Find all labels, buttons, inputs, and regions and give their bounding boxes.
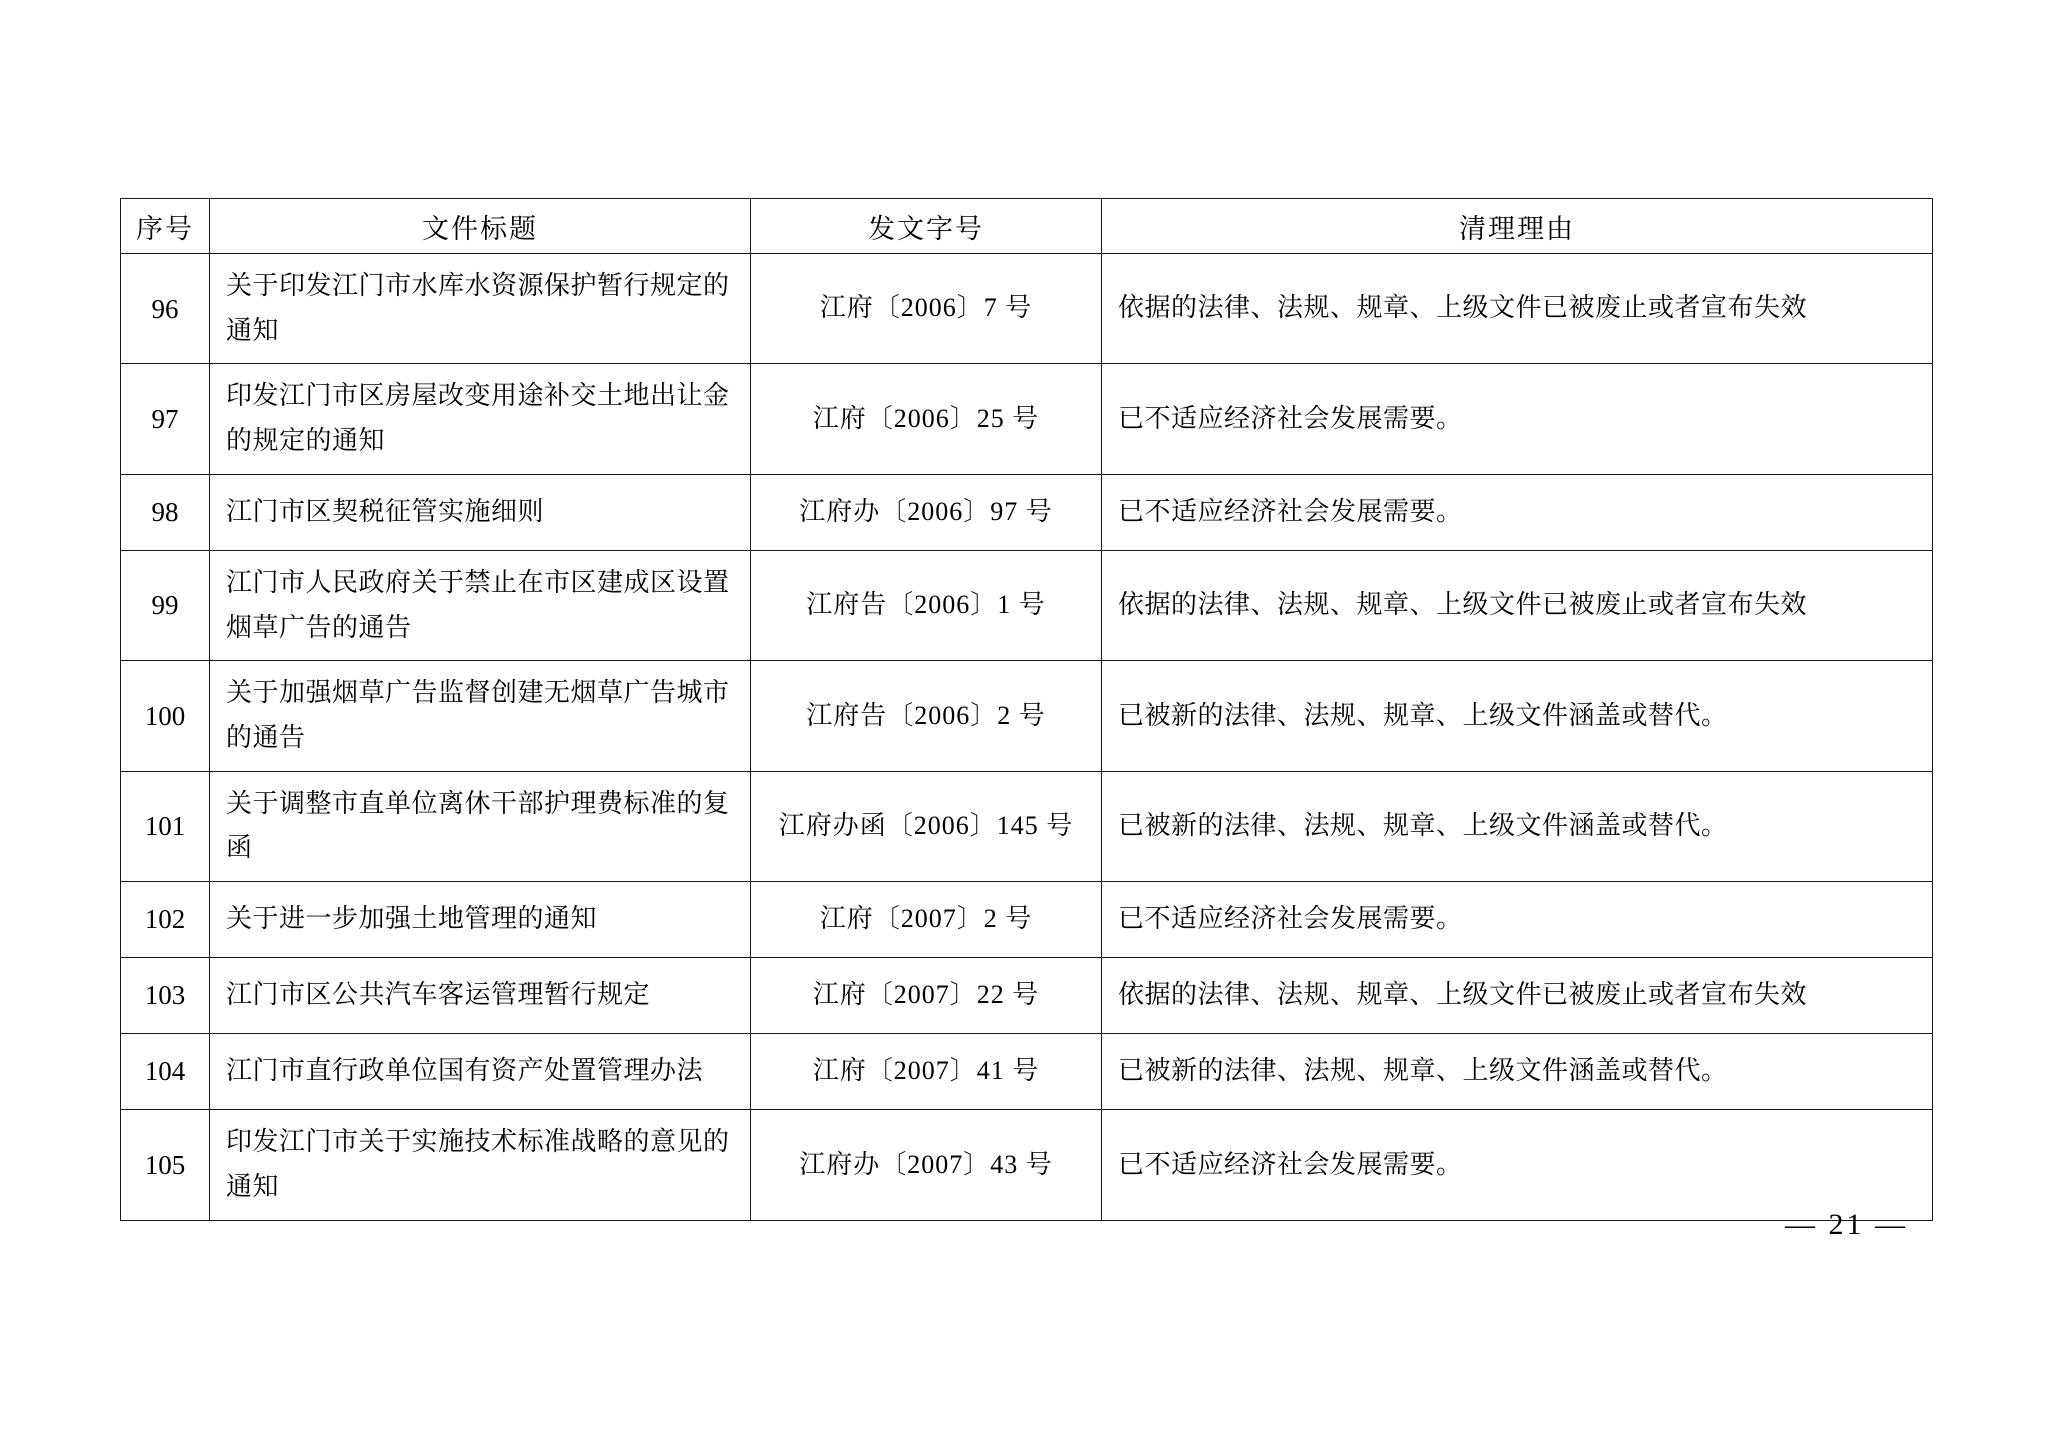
table-header-row — [121, 199, 1933, 254]
cleanup-document-table — [120, 198, 1933, 1221]
cell-number: 江府〔2007〕2 号 — [751, 882, 1102, 958]
cell-title: 关于进一步加强土地管理的通知 — [210, 882, 751, 958]
cell-reason: 已不适应经济社会发展需要。 — [1102, 882, 1933, 958]
cell-no: 99 — [121, 550, 210, 660]
table-row — [121, 958, 1933, 1034]
cell-reason: 已不适应经济社会发展需要。 — [1102, 474, 1933, 550]
table-header — [121, 199, 1933, 254]
column-header-reason: 清理理由 — [1102, 199, 1933, 254]
cell-title: 江门市区契税征管实施细则 — [210, 474, 751, 550]
cell-title: 印发江门市区房屋改变用途补交土地出让金的规定的通知 — [210, 364, 751, 474]
table-row — [121, 1110, 1933, 1220]
page-number: — 21 — — [1785, 1208, 1908, 1241]
table-row — [121, 882, 1933, 958]
cell-number: 江府〔2006〕25 号 — [751, 364, 1102, 474]
cell-no: 96 — [121, 254, 210, 364]
cell-reason: 已被新的法律、法规、规章、上级文件涵盖或替代。 — [1102, 771, 1933, 881]
cell-reason: 依据的法律、法规、规章、上级文件已被废止或者宣布失效 — [1102, 550, 1933, 660]
cell-reason: 已不适应经济社会发展需要。 — [1102, 364, 1933, 474]
cell-title: 江门市直行政单位国有资产处置管理办法 — [210, 1034, 751, 1110]
cell-number: 江府〔2007〕22 号 — [751, 958, 1102, 1034]
table-row — [121, 254, 1933, 364]
cell-number: 江府告〔2006〕2 号 — [751, 661, 1102, 771]
cell-number: 江府〔2006〕7 号 — [751, 254, 1102, 364]
cell-no: 100 — [121, 661, 210, 771]
cell-no: 102 — [121, 882, 210, 958]
cell-no: 97 — [121, 364, 210, 474]
table-row — [121, 661, 1933, 771]
cell-reason: 依据的法律、法规、规章、上级文件已被废止或者宣布失效 — [1102, 254, 1933, 364]
cell-number: 江府办函〔2006〕145 号 — [751, 771, 1102, 881]
column-header-title: 文件标题 — [210, 199, 751, 254]
cell-title: 印发江门市关于实施技术标准战略的意见的通知 — [210, 1110, 751, 1220]
cell-reason: 依据的法律、法规、规章、上级文件已被废止或者宣布失效 — [1102, 958, 1933, 1034]
cell-title: 关于调整市直单位离休干部护理费标准的复函 — [210, 771, 751, 881]
table-row — [121, 550, 1933, 660]
cell-number: 江府告〔2006〕1 号 — [751, 550, 1102, 660]
cell-no: 104 — [121, 1034, 210, 1110]
cell-title: 关于加强烟草广告监督创建无烟草广告城市的通告 — [210, 661, 751, 771]
table-row — [121, 474, 1933, 550]
cell-title: 关于印发江门市水库水资源保护暂行规定的通知 — [210, 254, 751, 364]
cell-no: 105 — [121, 1110, 210, 1220]
cell-no: 98 — [121, 474, 210, 550]
cell-number: 江府办〔2007〕43 号 — [751, 1110, 1102, 1220]
cell-reason: 已不适应经济社会发展需要。 — [1102, 1110, 1933, 1220]
table-row — [121, 771, 1933, 881]
cell-title: 江门市区公共汽车客运管理暂行规定 — [210, 958, 751, 1034]
cell-number: 江府〔2007〕41 号 — [751, 1034, 1102, 1110]
cell-reason: 已被新的法律、法规、规章、上级文件涵盖或替代。 — [1102, 1034, 1933, 1110]
cell-reason: 已被新的法律、法规、规章、上级文件涵盖或替代。 — [1102, 661, 1933, 771]
column-header-no: 序号 — [121, 199, 210, 254]
table-row — [121, 1034, 1933, 1110]
cell-no: 101 — [121, 771, 210, 881]
cell-no: 103 — [121, 958, 210, 1034]
table-body — [121, 254, 1933, 1221]
cell-number: 江府办〔2006〕97 号 — [751, 474, 1102, 550]
column-header-number: 发文字号 — [751, 199, 1102, 254]
table-row — [121, 364, 1933, 474]
cell-title: 江门市人民政府关于禁止在市区建成区设置烟草广告的通告 — [210, 550, 751, 660]
